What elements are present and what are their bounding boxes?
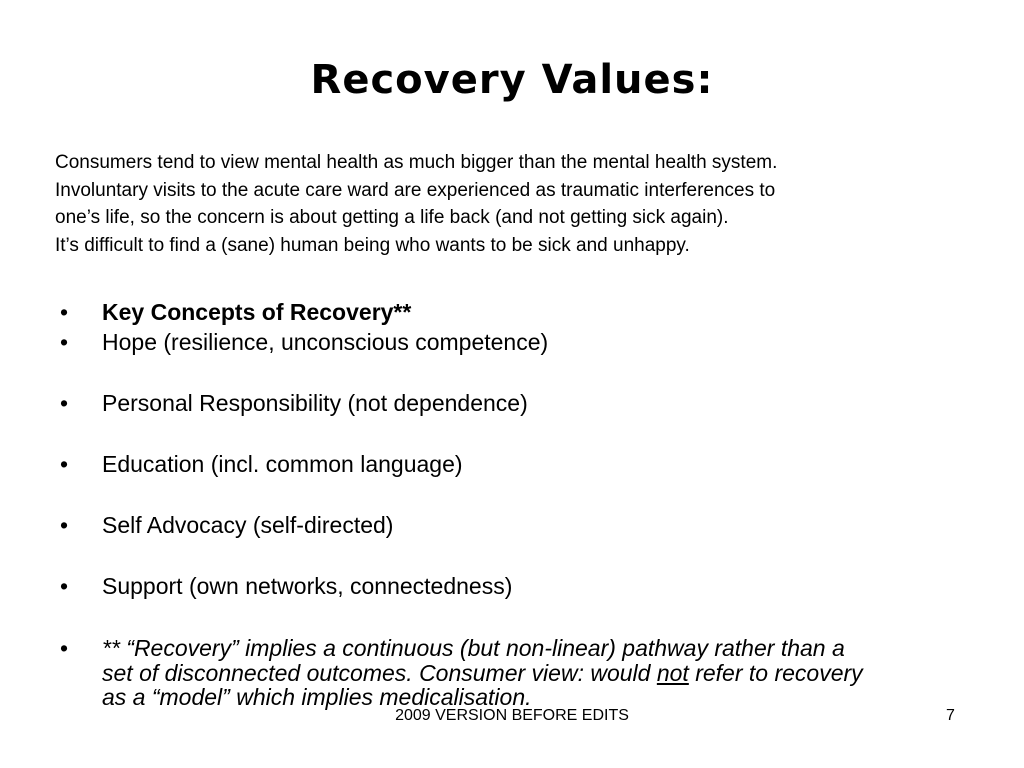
note-emphasis: not bbox=[656, 659, 689, 686]
bullet-icon: • bbox=[60, 390, 69, 416]
intro-line: Consumers tend to view mental health as much bigger than the mental health system. bbox=[55, 152, 778, 173]
list-item bbox=[60, 297, 960, 327]
list-item-text: Education (incl. common language) bbox=[102, 451, 463, 477]
list-item bbox=[60, 510, 960, 540]
intro-line: one’s life, so the concern is about getting a life back (and not getting sick again). bbox=[55, 207, 729, 228]
note-text: refer to recovery bbox=[688, 659, 863, 686]
page-number: 7 bbox=[946, 707, 955, 724]
list-item bbox=[60, 388, 960, 418]
note-line: ** “Recovery” implies a continuous (but non-linear) pathway rather than a bbox=[102, 635, 845, 661]
footer-label: 2009 VERSION BEFORE EDITS bbox=[395, 707, 629, 724]
slide-title: Recovery Values: bbox=[310, 57, 714, 103]
intro-paragraph bbox=[55, 149, 955, 259]
intro-line: It’s difficult to find a (sane) human being who wants to be sick and unhappy. bbox=[55, 234, 690, 256]
list-item-text: Key Concepts of Recovery** bbox=[102, 299, 412, 325]
recovery-note bbox=[60, 632, 960, 710]
list-item-text: Self Advocacy (self-directed) bbox=[102, 512, 394, 538]
note-text: set of disconnected outcomes. Consumer view: would bbox=[102, 659, 657, 686]
bullet-icon: • bbox=[60, 299, 69, 325]
recovery-concepts-list bbox=[60, 297, 960, 710]
bullet-icon: • bbox=[60, 329, 69, 355]
list-item bbox=[60, 327, 960, 357]
intro-line: Involuntary visits to the acute care ward are experienced as traumatic interferences to bbox=[55, 179, 776, 201]
bullet-icon: • bbox=[60, 573, 69, 599]
list-item bbox=[60, 449, 960, 479]
bullet-icon: • bbox=[60, 512, 69, 538]
list-item-text: Support (own networks, connectedness) bbox=[102, 573, 513, 599]
note-line: as a “model” which implies medicalisation. bbox=[102, 684, 532, 710]
note-line bbox=[102, 661, 960, 686]
list-item-text: Personal Responsibility (not dependence) bbox=[102, 390, 528, 416]
bullet-icon: • bbox=[60, 451, 69, 477]
list-item-text: Hope (resilience, unconscious competence) bbox=[102, 329, 549, 355]
bullet-icon: • bbox=[60, 635, 69, 661]
list-item bbox=[60, 571, 960, 601]
